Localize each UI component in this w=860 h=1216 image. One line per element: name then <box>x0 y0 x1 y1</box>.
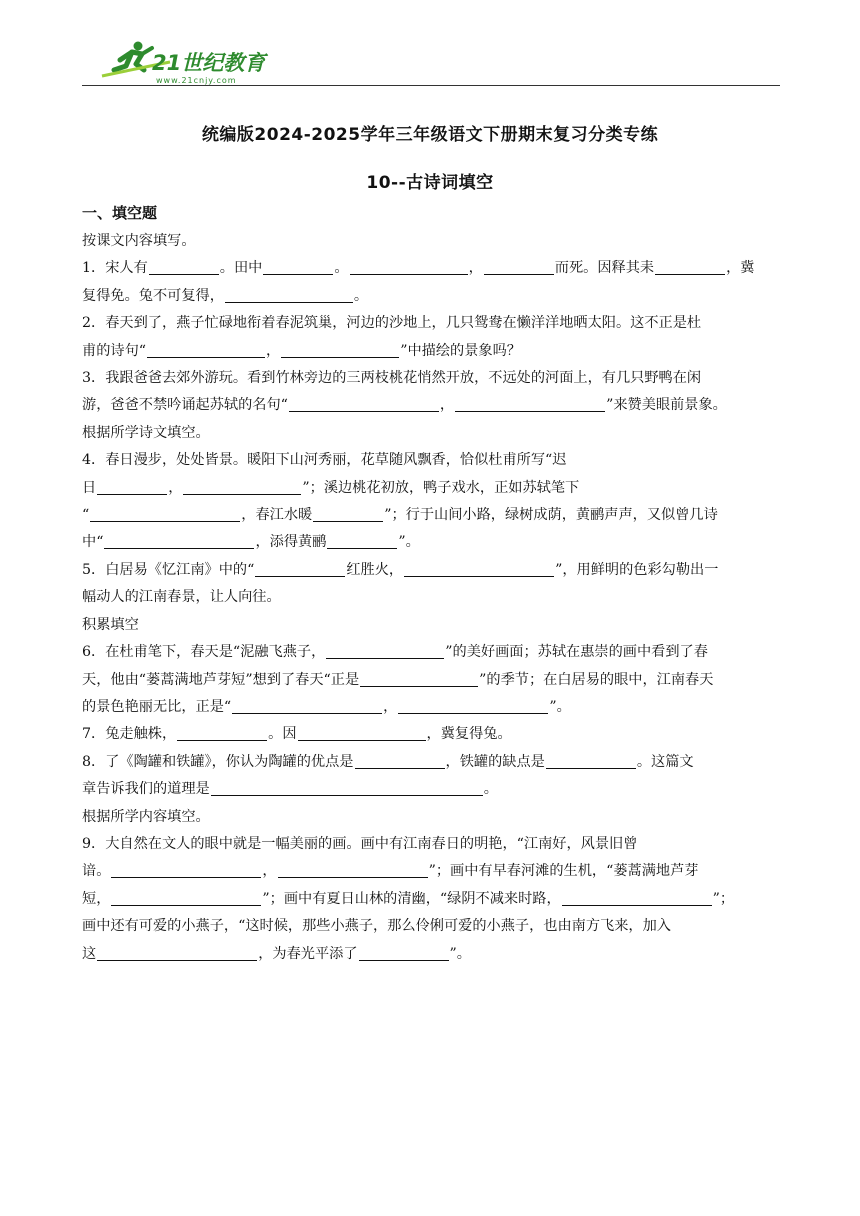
blank[interactable] <box>149 257 219 275</box>
blank[interactable] <box>278 860 428 878</box>
blank[interactable] <box>90 504 240 522</box>
section-heading: 一、填空题 <box>82 204 158 222</box>
question-4-cont: 日 ， ”；溪边桃花初放，鸭子戏水，正如苏轼笔下 <box>82 475 774 502</box>
blank[interactable] <box>281 340 399 358</box>
blank[interactable] <box>97 477 167 495</box>
page-header <box>0 0 860 90</box>
blank[interactable] <box>263 257 333 275</box>
blank[interactable] <box>97 943 257 961</box>
blank[interactable] <box>313 504 383 522</box>
question-9-cont: 画中还有可爱的小燕子，“这时候，那些小燕子，那么伶俐可爱的小燕子，也由南方飞来，加入 <box>82 918 671 935</box>
question-3-cont: 游，爸爸不禁吟诵起苏轼的名句“ ， ”来赞美眼前景象。 <box>82 392 774 419</box>
site-logo <box>100 40 270 86</box>
instruction: 按课文内容填写。 <box>82 233 196 249</box>
question-6-cont: 的景色艳丽无比，正是“ ， ”。 <box>82 694 774 721</box>
question-2-cont: 甫的诗句“ ， ”中描绘的景象吗？ <box>82 338 774 365</box>
blank[interactable] <box>359 943 449 961</box>
blank[interactable] <box>455 394 605 412</box>
blank[interactable] <box>255 559 345 577</box>
blank[interactable] <box>326 641 444 659</box>
blank[interactable] <box>289 394 439 412</box>
page-title: 统编版2024-2025学年三年级语文下册期末复习分类专练 <box>201 125 659 145</box>
blank[interactable] <box>546 751 636 769</box>
question-5-cont: 幅动人的江南春景，让人向往。 <box>82 589 281 606</box>
blank[interactable] <box>111 860 261 878</box>
blank[interactable] <box>350 257 468 275</box>
question-9: 9．大自然在文人的眼中就是一幅美丽的画。画中有江南春日的明艳，“江南好，风景旧曾 <box>82 835 638 852</box>
blank[interactable] <box>360 669 478 687</box>
blank[interactable] <box>104 531 254 549</box>
page-subtitle: 10--古诗词填空 <box>366 173 494 193</box>
blank[interactable] <box>183 477 301 495</box>
question-5: 5．白居易《忆江南》中的“ 红胜火， ”，用鲜明的色彩勾勒出一 <box>82 557 774 584</box>
question-list <box>82 228 774 968</box>
question-8-cont: 章告诉我们的道理是 。 <box>82 776 774 803</box>
question-9-cont: 短， ”；画中有夏日山林的清幽，“绿阴不减来时路， ”； <box>82 886 774 913</box>
blank[interactable] <box>298 723 426 741</box>
blank[interactable] <box>484 257 554 275</box>
header-divider <box>82 85 780 86</box>
instruction: 根据所学诗文填空。 <box>82 424 210 441</box>
logo-text: 21世纪教育 <box>152 51 266 75</box>
blank[interactable] <box>177 723 267 741</box>
question-1: 1．宋人有 。田中 。 ， 而死。因释其耒 ，冀 <box>82 255 774 282</box>
instruction: 根据所学内容填空。 <box>82 808 210 825</box>
question-2: 2．春天到了，燕子忙碌地衔着春泥筑巢，河边的沙地上，几只鸳鸯在懒洋洋地晒太阳。这不正是杜 <box>82 315 702 332</box>
blank[interactable] <box>225 285 353 303</box>
question-4-cont: 中“ ，添得黄鹂 ”。 <box>82 529 774 556</box>
blank[interactable] <box>327 531 397 549</box>
blank[interactable] <box>398 696 548 714</box>
runner-logo-icon <box>100 40 270 86</box>
blank[interactable] <box>404 559 554 577</box>
question-6-cont: 天，他由“蒌蒿满地芦芽短”想到了春天“正是 ”的季节；在白居易的眼中，江南春天 <box>82 667 774 694</box>
question-6: 6．在杜甫笔下，春天是“泥融飞燕子， ”的美好画面；苏轼在惠崇的画中看到了春 <box>82 639 774 666</box>
question-1-cont: 复得免。兔不可复得， 。 <box>82 283 774 310</box>
question-7: 7．兔走触株， 。因 ，冀复得兔。 <box>82 721 774 748</box>
blank[interactable] <box>355 751 445 769</box>
question-3: 3．我跟爸爸去郊外游玩。看到竹林旁边的三两枝桃花悄然开放，不远处的河面上，有几只野鸭在闲 <box>82 370 702 387</box>
blank[interactable] <box>232 696 382 714</box>
question-9-cont: 这 ，为春光平添了 ”。 <box>82 941 774 968</box>
logo-url: www.21cnjy.com <box>156 76 237 85</box>
instruction: 积累填空 <box>82 616 139 633</box>
question-4: 4．春日漫步，处处皆景。暖阳下山河秀丽，花草随风飘香，恰似杜甫所写“迟 <box>82 452 567 469</box>
blank[interactable] <box>562 888 712 906</box>
question-4-cont: “ ，春江水暖 ”；行于山间小路，绿树成荫，黄鹂声声，又似曾几诗 <box>82 502 774 529</box>
blank[interactable] <box>111 888 261 906</box>
blank[interactable] <box>211 778 483 796</box>
question-8: 8．了《陶罐和铁罐》，你认为陶罐的优点是 ，铁罐的缺点是 。这篇文 <box>82 749 774 776</box>
question-9-cont: 谙。 ， ”；画中有早春河滩的生机，“蒌蒿满地芦芽 <box>82 858 774 885</box>
blank[interactable] <box>147 340 265 358</box>
blank[interactable] <box>655 257 725 275</box>
